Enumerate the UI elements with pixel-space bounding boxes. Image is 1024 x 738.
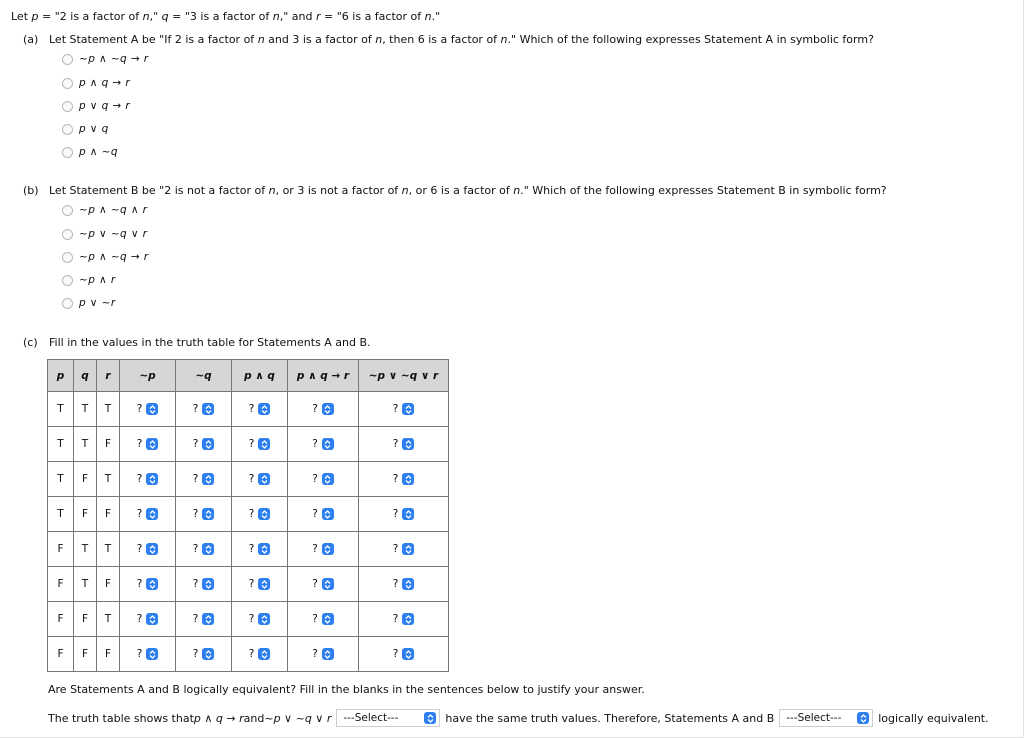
radio-button[interactable] bbox=[62, 147, 73, 158]
truth-value-select[interactable]: ? bbox=[249, 543, 271, 555]
truth-value-select[interactable]: ? bbox=[393, 473, 415, 485]
chevron-updown-icon bbox=[402, 648, 414, 660]
radio-button[interactable] bbox=[62, 275, 73, 286]
radio-button[interactable] bbox=[62, 229, 73, 240]
truth-value-cell: F bbox=[97, 637, 120, 672]
cell-statement-b bbox=[359, 637, 449, 672]
chevron-updown-icon bbox=[146, 438, 158, 450]
chevron-updown-icon bbox=[402, 403, 414, 415]
question-a: (a) Let Statement A be "If 2 is a factor of n and 3 is a factor of n, then 6 is a factor of n." Which of the following expresses Statement A in symbolic form? bbox=[23, 33, 874, 46]
truth-value-cell: F bbox=[48, 567, 74, 602]
truth-value-cell: T bbox=[97, 602, 120, 637]
truth-value-select[interactable]: ? bbox=[312, 403, 334, 415]
truth-value-select[interactable]: ? bbox=[249, 508, 271, 520]
cell-not-q bbox=[176, 392, 232, 427]
truth-value-cell: F bbox=[48, 637, 74, 672]
chevron-updown-icon bbox=[258, 543, 270, 555]
table-row bbox=[48, 462, 449, 497]
header-not-p: ~p bbox=[120, 360, 176, 392]
cell-statement-b bbox=[359, 392, 449, 427]
cell-not-p bbox=[120, 427, 176, 462]
radio-option-b3[interactable]: ~p ∧ ~q → r bbox=[62, 250, 148, 264]
truth-value-select[interactable]: ? bbox=[137, 403, 159, 415]
same-values-select[interactable]: ---Select--- bbox=[336, 709, 440, 727]
chevron-updown-icon bbox=[322, 508, 334, 520]
chevron-updown-icon bbox=[202, 403, 214, 415]
chevron-updown-icon bbox=[202, 578, 214, 590]
table-row bbox=[48, 567, 449, 602]
truth-value-select[interactable]: ? bbox=[312, 543, 334, 555]
cell-not-q bbox=[176, 637, 232, 672]
question-b: (b) Let Statement B be "2 is not a factor of n, or 3 is not a factor of n, or 6 is a factor of n." Which of the following expresses Statement B in symbolic form? bbox=[23, 184, 887, 197]
truth-value-select[interactable]: ? bbox=[249, 578, 271, 590]
chevron-updown-icon bbox=[202, 648, 214, 660]
cell-statement-b bbox=[359, 427, 449, 462]
variable-definitions: Let p = "2 is a factor of n," q = "3 is a factor of n," and r = "6 is a factor of n." bbox=[11, 10, 441, 23]
expression-a: p ∧ q → r bbox=[193, 711, 244, 725]
chevron-updown-icon bbox=[258, 578, 270, 590]
cell-statement-b bbox=[359, 602, 449, 637]
truth-value-select[interactable]: ? bbox=[393, 438, 415, 450]
header-q: q bbox=[74, 360, 97, 392]
chevron-updown-icon bbox=[402, 543, 414, 555]
chevron-updown-icon bbox=[146, 473, 158, 485]
truth-value-select[interactable]: ? bbox=[249, 403, 271, 415]
question-c: (c) Fill in the values in the truth table for Statements A and B. bbox=[23, 336, 371, 349]
chevron-updown-icon bbox=[322, 613, 334, 625]
truth-value-cell: T bbox=[97, 392, 120, 427]
truth-value-select[interactable]: ? bbox=[312, 613, 334, 625]
cell-not-p bbox=[120, 392, 176, 427]
cell-not-p bbox=[120, 532, 176, 567]
chevron-updown-icon bbox=[258, 438, 270, 450]
chevron-updown-icon bbox=[146, 403, 158, 415]
cell-not-p bbox=[120, 637, 176, 672]
truth-value-select[interactable]: ? bbox=[312, 578, 334, 590]
chevron-updown-icon bbox=[202, 613, 214, 625]
truth-value-select[interactable]: ? bbox=[193, 613, 215, 625]
truth-value-select[interactable]: ? bbox=[393, 578, 415, 590]
radio-option-a4[interactable]: p ∨ q bbox=[62, 122, 109, 136]
truth-value-select[interactable]: ? bbox=[193, 578, 215, 590]
truth-value-select[interactable]: ? bbox=[193, 648, 215, 660]
chevron-updown-icon bbox=[146, 543, 158, 555]
cell-p-and-q bbox=[232, 602, 288, 637]
cell-not-q bbox=[176, 427, 232, 462]
chevron-updown-icon bbox=[146, 508, 158, 520]
radio-option-b4[interactable]: ~p ∧ r bbox=[62, 273, 116, 287]
table-row bbox=[48, 637, 449, 672]
truth-value-cell: F bbox=[97, 427, 120, 462]
truth-value-select[interactable]: ? bbox=[137, 508, 159, 520]
cell-statement-a bbox=[288, 567, 359, 602]
truth-value-cell: F bbox=[74, 462, 97, 497]
chevron-updown-icon bbox=[402, 473, 414, 485]
cell-not-p bbox=[120, 567, 176, 602]
chevron-updown-icon bbox=[322, 403, 334, 415]
header-p-and-q: p ∧ q bbox=[232, 360, 288, 392]
cell-p-and-q bbox=[232, 497, 288, 532]
cell-statement-a bbox=[288, 532, 359, 567]
truth-table-body bbox=[48, 392, 449, 672]
radio-option-a3[interactable]: p ∨ q → r bbox=[62, 99, 130, 113]
truth-value-select[interactable]: ? bbox=[193, 403, 215, 415]
truth-value-select[interactable]: ? bbox=[393, 508, 415, 520]
truth-value-select[interactable]: ? bbox=[249, 648, 271, 660]
cell-p-and-q bbox=[232, 637, 288, 672]
chevron-updown-icon bbox=[258, 508, 270, 520]
truth-value-cell: F bbox=[74, 637, 97, 672]
chevron-updown-icon bbox=[402, 508, 414, 520]
truth-value-cell: F bbox=[74, 602, 97, 637]
radio-button[interactable] bbox=[62, 54, 73, 65]
truth-value-cell: T bbox=[74, 532, 97, 567]
truth-value-select[interactable]: ? bbox=[193, 473, 215, 485]
cell-statement-a bbox=[288, 497, 359, 532]
cell-not-q bbox=[176, 532, 232, 567]
header-not-q: ~q bbox=[176, 360, 232, 392]
radio-button[interactable] bbox=[62, 205, 73, 216]
cell-statement-a bbox=[288, 602, 359, 637]
truth-value-select[interactable]: ? bbox=[137, 438, 159, 450]
truth-value-cell: F bbox=[48, 602, 74, 637]
truth-value-select[interactable]: ? bbox=[393, 403, 415, 415]
cell-not-q bbox=[176, 602, 232, 637]
truth-value-select[interactable]: ? bbox=[393, 648, 415, 660]
radio-option-a5[interactable]: p ∧ ~q bbox=[62, 145, 118, 159]
cell-statement-b bbox=[359, 567, 449, 602]
truth-value-select[interactable]: ? bbox=[137, 473, 159, 485]
chevron-updown-icon bbox=[402, 438, 414, 450]
cell-p-and-q bbox=[232, 427, 288, 462]
truth-value-select[interactable]: ? bbox=[249, 473, 271, 485]
radio-button[interactable] bbox=[62, 124, 73, 135]
truth-value-cell: T bbox=[48, 497, 74, 532]
chevron-updown-icon bbox=[146, 613, 158, 625]
chevron-updown-icon bbox=[258, 403, 270, 415]
truth-value-cell: F bbox=[74, 497, 97, 532]
chevron-updown-icon bbox=[202, 508, 214, 520]
truth-value-select[interactable]: ? bbox=[249, 438, 271, 450]
chevron-updown-icon bbox=[146, 648, 158, 660]
chevron-updown-icon bbox=[322, 438, 334, 450]
chevron-updown-icon bbox=[402, 613, 414, 625]
chevron-updown-icon bbox=[402, 578, 414, 590]
truth-value-select[interactable]: ? bbox=[193, 508, 215, 520]
chevron-updown-icon bbox=[202, 543, 214, 555]
radio-option-b5[interactable]: p ∨ ~r bbox=[62, 296, 116, 310]
truth-value-cell: T bbox=[48, 462, 74, 497]
chevron-updown-icon bbox=[857, 712, 869, 724]
truth-value-select[interactable]: ? bbox=[193, 438, 215, 450]
truth-value-select[interactable]: ? bbox=[312, 648, 334, 660]
truth-table bbox=[47, 359, 449, 672]
cell-p-and-q bbox=[232, 532, 288, 567]
cell-statement-b bbox=[359, 462, 449, 497]
cell-statement-b bbox=[359, 532, 449, 567]
truth-value-cell: F bbox=[48, 532, 74, 567]
cell-statement-a bbox=[288, 637, 359, 672]
chevron-updown-icon bbox=[322, 543, 334, 555]
truth-value-cell: T bbox=[97, 462, 120, 497]
radio-option-b1[interactable]: ~p ∧ ~q ∧ r bbox=[62, 203, 147, 217]
chevron-updown-icon bbox=[322, 473, 334, 485]
header-p: p bbox=[48, 360, 74, 392]
truth-value-cell: T bbox=[48, 392, 74, 427]
cell-p-and-q bbox=[232, 567, 288, 602]
chevron-updown-icon bbox=[202, 438, 214, 450]
radio-button[interactable] bbox=[62, 252, 73, 263]
truth-value-select[interactable]: ? bbox=[193, 543, 215, 555]
radio-button[interactable] bbox=[62, 101, 73, 112]
question-b-label: (b) bbox=[23, 184, 39, 197]
truth-value-select[interactable]: ? bbox=[137, 613, 159, 625]
header-statement-b: ~p ∨ ~q ∨ r bbox=[359, 360, 449, 392]
truth-value-cell: F bbox=[97, 497, 120, 532]
truth-value-select[interactable]: ? bbox=[312, 438, 334, 450]
truth-value-select[interactable]: ? bbox=[137, 648, 159, 660]
chevron-updown-icon bbox=[258, 613, 270, 625]
cell-statement-a bbox=[288, 392, 359, 427]
chevron-updown-icon bbox=[322, 578, 334, 590]
chevron-updown-icon bbox=[146, 578, 158, 590]
truth-table-header-row bbox=[48, 360, 449, 392]
truth-value-select[interactable]: ? bbox=[393, 613, 415, 625]
chevron-updown-icon bbox=[258, 648, 270, 660]
table-row bbox=[48, 427, 449, 462]
radio-button[interactable] bbox=[62, 78, 73, 89]
cell-not-q bbox=[176, 462, 232, 497]
radio-option-a1[interactable]: ~p ∧ ~q → r bbox=[62, 52, 148, 66]
cell-statement-a bbox=[288, 462, 359, 497]
truth-value-select[interactable]: ? bbox=[137, 543, 159, 555]
chevron-updown-icon bbox=[258, 473, 270, 485]
table-row bbox=[48, 497, 449, 532]
truth-value-cell: T bbox=[48, 427, 74, 462]
table-row bbox=[48, 532, 449, 567]
radio-option-b2[interactable]: ~p ∨ ~q ∨ r bbox=[62, 227, 147, 241]
cell-not-p bbox=[120, 462, 176, 497]
truth-value-select[interactable]: ? bbox=[249, 613, 271, 625]
chevron-updown-icon bbox=[322, 648, 334, 660]
truth-value-cell: T bbox=[97, 532, 120, 567]
cell-not-p bbox=[120, 602, 176, 637]
truth-value-cell: F bbox=[97, 567, 120, 602]
truth-value-cell: T bbox=[74, 427, 97, 462]
header-statement-a: p ∧ q → r bbox=[288, 360, 359, 392]
cell-not-q bbox=[176, 567, 232, 602]
cell-statement-a bbox=[288, 427, 359, 462]
question-a-label: (a) bbox=[23, 33, 39, 46]
truth-value-cell: T bbox=[74, 567, 97, 602]
chevron-updown-icon bbox=[424, 712, 436, 724]
truth-value-select[interactable]: ? bbox=[137, 578, 159, 590]
cell-statement-b bbox=[359, 497, 449, 532]
justification-sentence: The truth table shows that p ∧ q → r and ~p ∨ ~q ∨ r ---Select--- have the same truth values. Therefore, Statements A and B ---Select--- logically equivalent. bbox=[48, 709, 989, 727]
cell-not-p bbox=[120, 497, 176, 532]
equivalence-select[interactable]: ---Select--- bbox=[779, 709, 873, 727]
radio-option-a2[interactable]: p ∧ q → r bbox=[62, 76, 130, 90]
header-r: r bbox=[97, 360, 120, 392]
truth-value-cell: T bbox=[74, 392, 97, 427]
truth-value-select[interactable]: ? bbox=[312, 473, 334, 485]
chevron-updown-icon bbox=[202, 473, 214, 485]
cell-not-q bbox=[176, 497, 232, 532]
cell-p-and-q bbox=[232, 462, 288, 497]
cell-p-and-q bbox=[232, 392, 288, 427]
truth-value-select[interactable]: ? bbox=[312, 508, 334, 520]
question-c-label: (c) bbox=[23, 336, 38, 349]
table-row bbox=[48, 392, 449, 427]
equivalence-question: Are Statements A and B logically equivalent? Fill in the blanks in the sentences below to justify your answer. bbox=[48, 683, 645, 696]
truth-value-select[interactable]: ? bbox=[393, 543, 415, 555]
expression-b: ~p ∨ ~q ∨ r bbox=[264, 711, 332, 725]
table-row bbox=[48, 602, 449, 637]
radio-button[interactable] bbox=[62, 298, 73, 309]
